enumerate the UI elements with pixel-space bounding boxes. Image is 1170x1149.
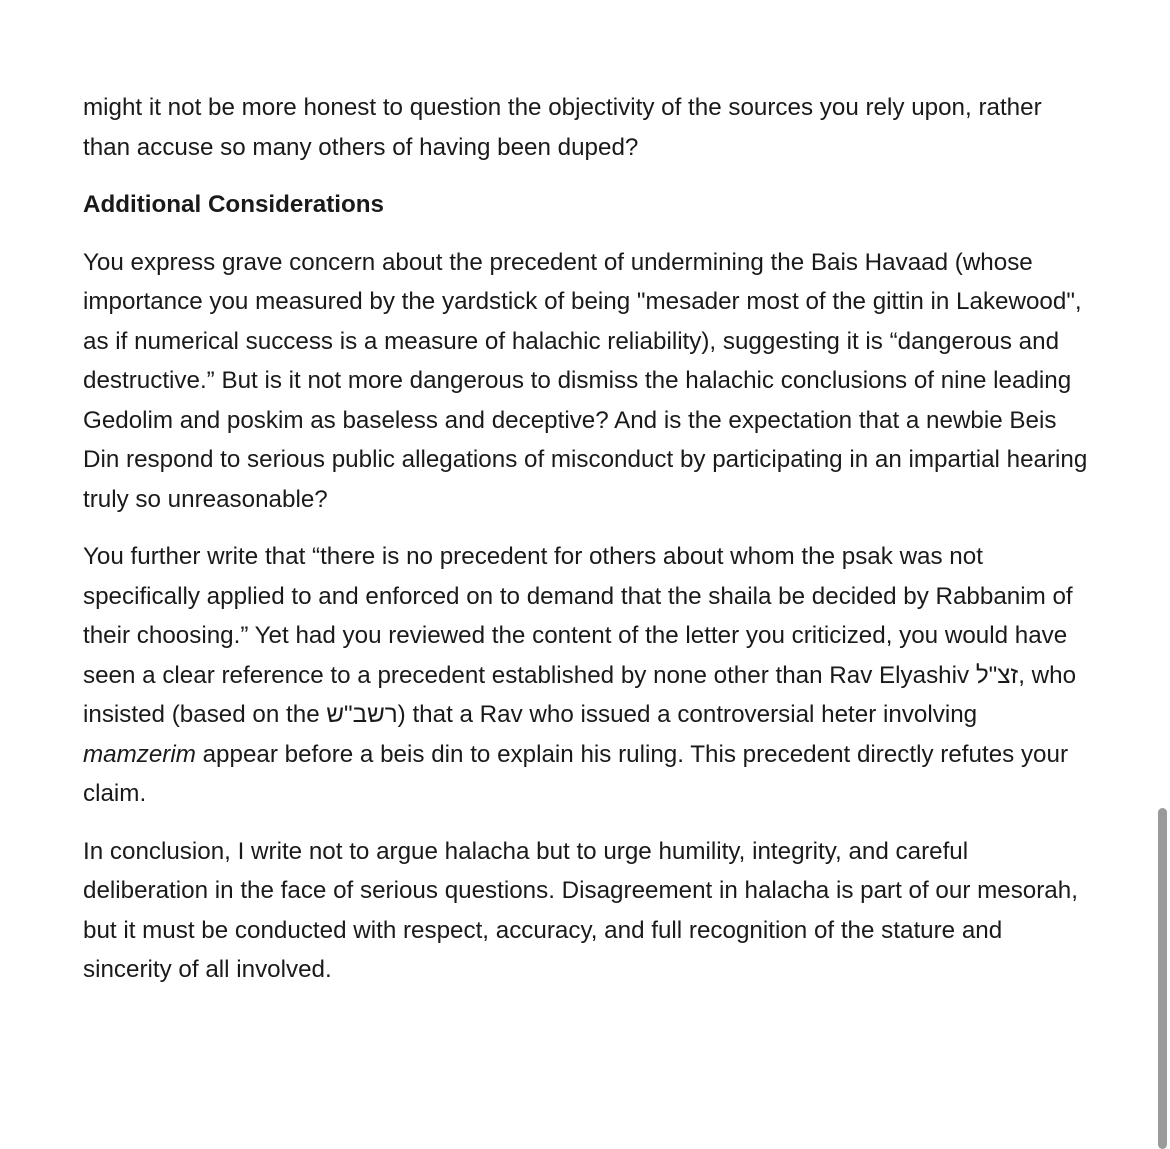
paragraph-3-text-3: ) that a Rav who issued a controversial heter involving (397, 701, 978, 728)
document-body (83, 88, 1088, 1008)
paragraph-3-text-4: appear before a beis din to explain his ruling. This precedent directly refutes your claim. (83, 740, 1069, 807)
paragraph-1: might it not be more honest to question the objectivity of the sources you rely upon, rather than accuse so many others of having been duped? (83, 94, 1042, 161)
paragraph-2: You express grave concern about the precedent of undermining the Bais Havaad (whose importance you measured by the yardstick of being "mesader most of the gittin in Lakewood", as if numerical success is a measure of halachic reliability), suggesting it is “dangerous and destructive.” But is it not more dangerous to dismiss the halachic conclusions of nine leading Gedolim and poskim as baseless and deceptive? And is the expectation that a newbie Beis Din respond to serious public allegations of misconduct by participating in an impartial hearing truly so unreasonable? (83, 248, 1088, 513)
italic-term: mamzerim (83, 740, 196, 768)
hebrew-source: רשב"ש (326, 701, 398, 728)
section-heading: Additional Considerations (83, 191, 385, 218)
paragraph-3 (83, 537, 1088, 814)
paragraph-3-text-1: You further write that “there is no precedent for others about whom the psak was not specifically applied to and enforced on to demand that the shaila be decided by Rabbanim of their choosing.” Yet had you reviewed the content of the letter you criticized, you would have seen a clear reference to a precedent established by none other than Rav Elyashiv (83, 543, 1073, 689)
hebrew-honorific: זצ"ל (975, 661, 1019, 689)
paragraph-4: In conclusion, I write not to argue halacha but to urge humility, integrity, and careful deliberation in the face of serious questions. Disagreement in halacha is part of our mesorah, but it must be conducted with respect, accuracy, and full recognition of the stature and sincerity of all involved. (83, 837, 1078, 983)
vertical-scrollbar-thumb[interactable] (1158, 808, 1167, 1149)
paragraph-3-text-2: , who insisted (based on the (83, 661, 1077, 728)
